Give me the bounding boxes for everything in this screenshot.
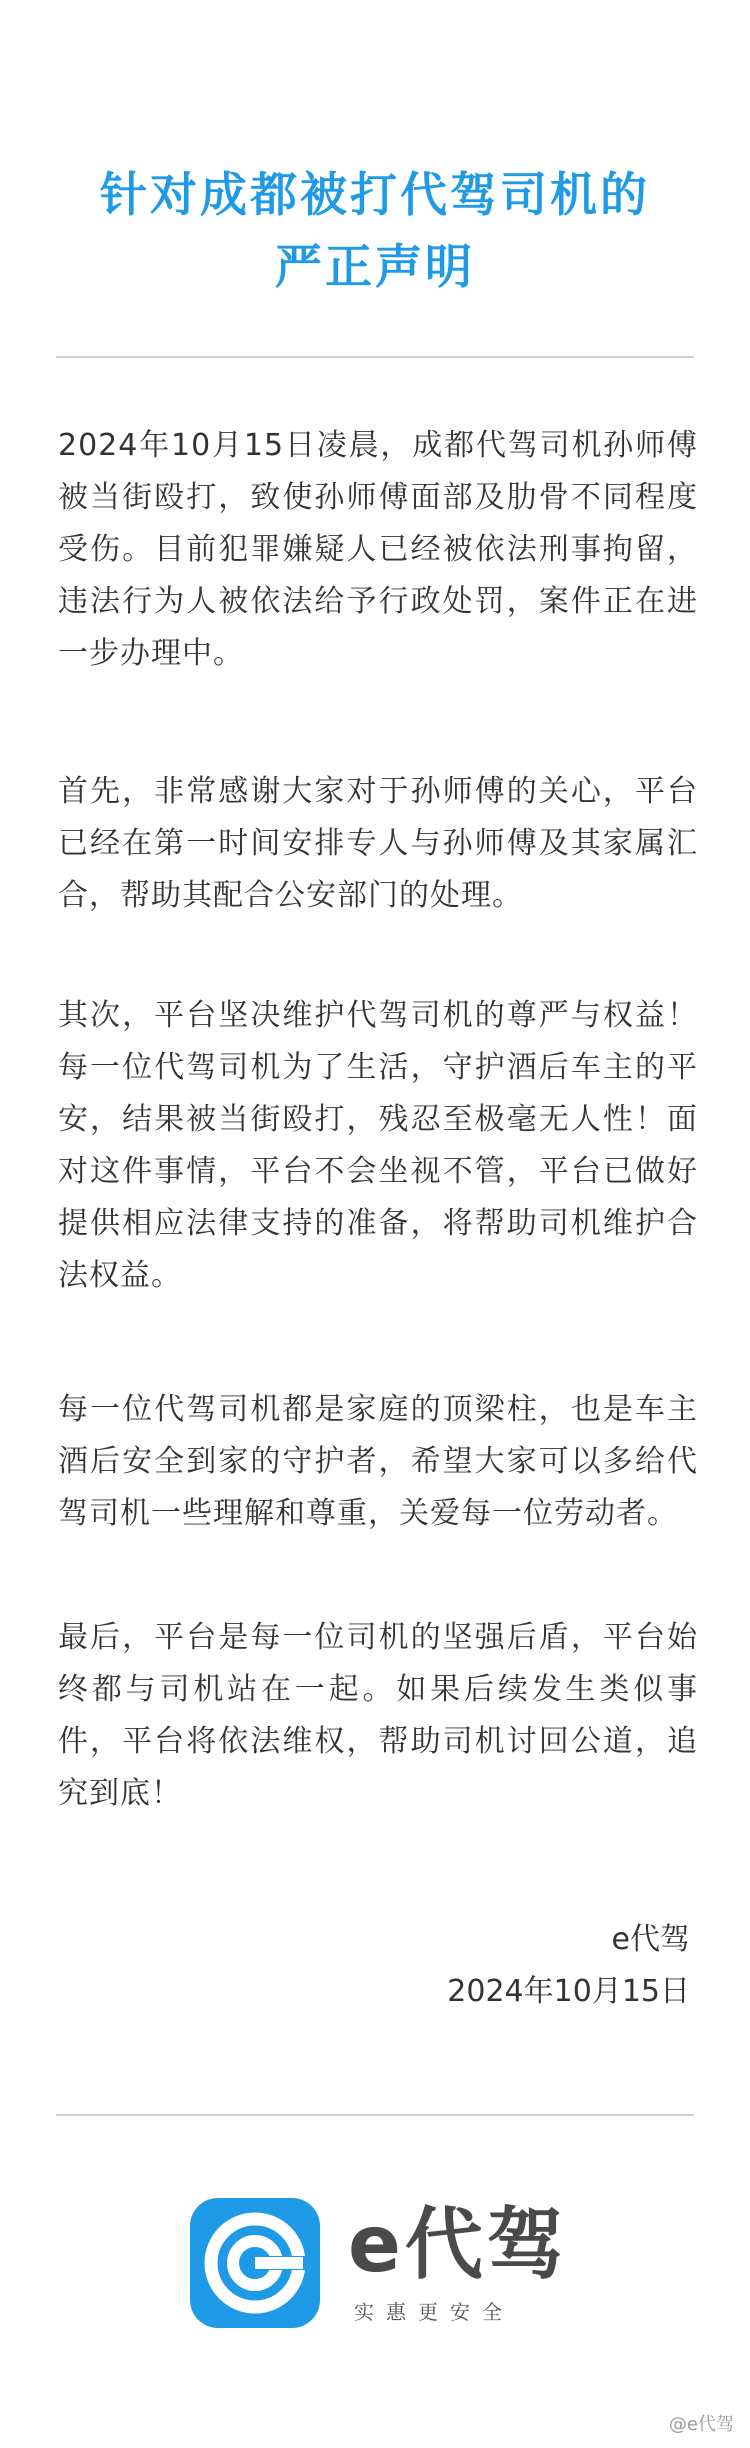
paragraph-last: 最后，平台是每一位司机的坚强后盾，平台始终都与司机站在一起。如果后续发生类似事件，平台将依法维权，帮助司机讨回公道，追究到底！: [58, 1620, 698, 1811]
title-line-1: 针对成都被打代驾司机的: [100, 168, 650, 223]
bottom-divider: [56, 2114, 694, 2116]
top-divider: [56, 356, 694, 358]
paragraph-incident: 2024年10月15日凌晨，成都代驾司机孙师傅被当街殴打，致使孙师傅面部及肋骨不同程度受伤。目前犯罪嫌疑人已经被依法刑事拘留，违法行为人被依法给予行政处罚，案件正在进一步办理中。: [58, 428, 698, 671]
paragraph-first: 首先，非常感谢大家对于孙师傅的关心，平台已经在第一时间安排专人与孙师傅及其家属汇合，帮助其配合公安部门的处理。: [58, 774, 698, 913]
paragraph-appeal: 每一位代驾司机都是家庭的顶梁柱，也是车主酒后安全到家的守护者，希望大家可以多给代驾司机一些理解和尊重，关爱每一位劳动者。: [58, 1392, 698, 1531]
signature-org: e代驾: [611, 1922, 690, 1957]
title-line-2: 严正声明: [275, 240, 475, 295]
signature-date: 2024年10月15日: [447, 1974, 690, 2009]
brand-slogan: 实惠更安全: [354, 2300, 514, 2324]
weibo-watermark: @e代驾: [668, 2414, 734, 2435]
edaijia-logo-icon: [190, 2198, 320, 2328]
statement-title: [0, 160, 750, 304]
paragraph-second: 其次，平台坚决维护代驾司机的尊严与权益！每一位代驾司机为了生活，守护酒后车主的平安，结果被当街殴打，残忍至极毫无人性！面对这件事情，平台不会坐视不管，平台已做好提供相应法律支持的准备，将帮助司机维护合法权益。: [58, 998, 698, 1293]
brand-name: e代驾: [348, 2200, 569, 2290]
